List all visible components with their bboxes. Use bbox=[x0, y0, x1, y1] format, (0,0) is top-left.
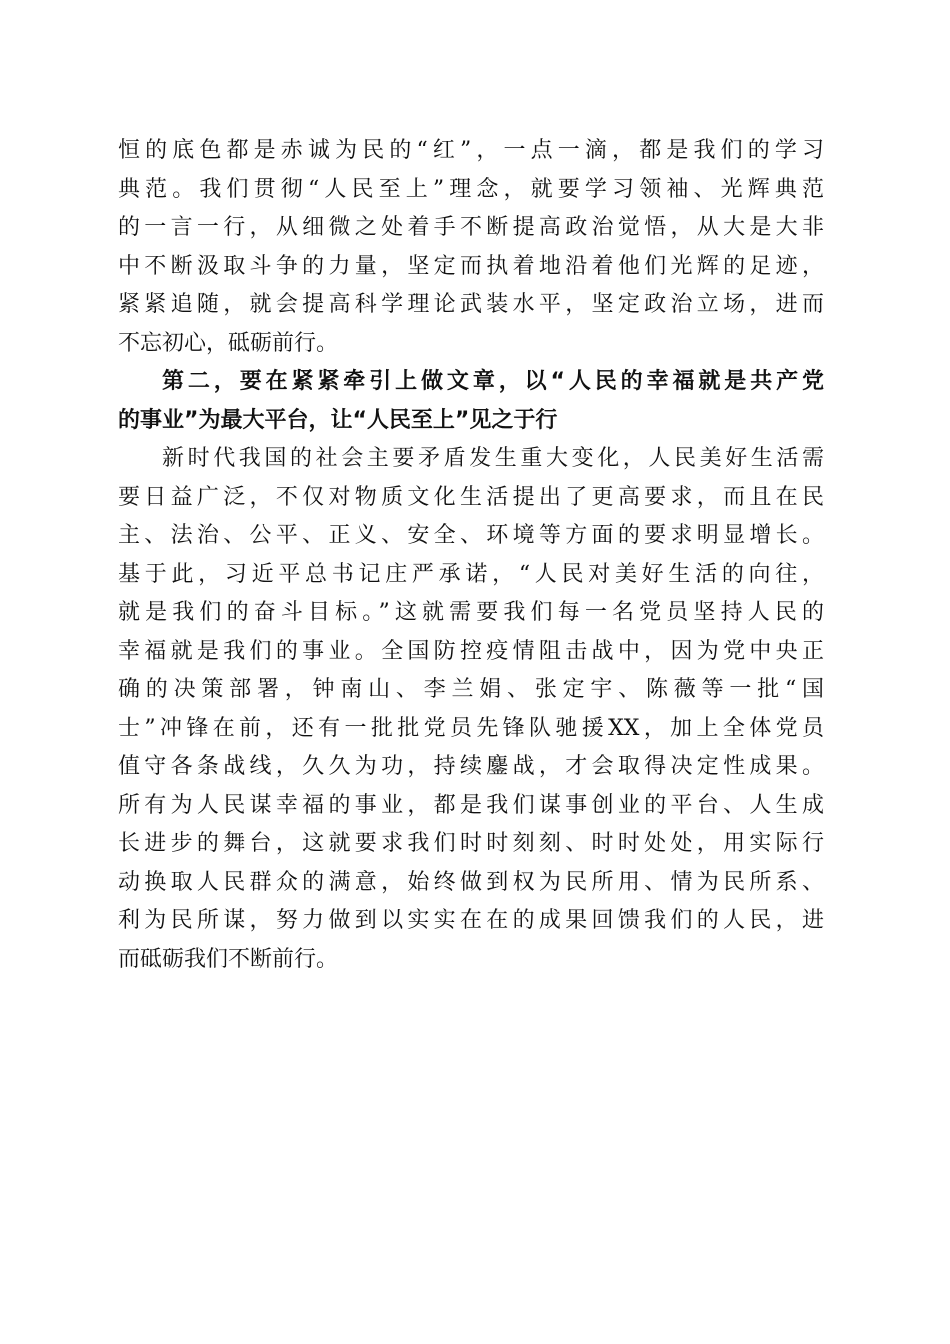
text-line: 幸福就是我们的事业。全国防控疫情阻击战中，因为党中央正 bbox=[118, 638, 824, 664]
text-line: 中不断汲取斗争的力量，坚定而执着地沿着他们光辉的足迹， bbox=[118, 253, 824, 279]
text-line: 长进步的舞台，这就要求我们时时刻刻、时时处处，用实际行 bbox=[118, 831, 824, 856]
text-line: 所有为人民谋幸福的事业，都是我们谋事创业的平台、人生成 bbox=[118, 792, 824, 818]
text-line: 值守各条战线，久久为功，持续鏖战，才会取得决定性成果。 bbox=[118, 754, 824, 779]
text-line: 主、法治、公平、正义、安全、环境等方面的要求明显增长。 bbox=[118, 523, 824, 548]
text-line: 而砥砺我们不断前行。 bbox=[118, 946, 339, 972]
text-line: 的一言一行，从细微之处着手不断提高政治觉悟，从大是大非 bbox=[118, 215, 824, 240]
text-line: 不忘初心，砥砺前行。 bbox=[118, 330, 339, 356]
body-paragraph-1 bbox=[118, 132, 824, 363]
text-line: 典范。我们贯彻“人民至上”理念，就要学习领袖、光辉典范 bbox=[118, 176, 824, 202]
text-line: 紧紧追随，就会提高科学理论武装水平，坚定政治立场，进而 bbox=[118, 292, 824, 317]
heading-line: 的事业”为最大平台，让“人民至上”见之于行 bbox=[118, 407, 558, 433]
text-line: 基于此，习近平总书记庄严承诺，“人民对美好生活的向往， bbox=[118, 561, 824, 587]
text-line: 恒的底色都是赤诚为民的“红”，一点一滴，都是我们的学习 bbox=[118, 138, 824, 163]
section-heading bbox=[118, 363, 824, 440]
body-paragraph-2 bbox=[118, 440, 824, 979]
text-line: 确的决策部署，钟南山、李兰娟、张定宇、陈薇等一批“国 bbox=[118, 677, 824, 702]
text-line: 动换取人民群众的满意，始终做到权为民所用、情为民所系、 bbox=[118, 869, 824, 895]
text-line: 士”冲锋在前，还有一批批党员先锋队驰援XX，加上全体党员 bbox=[118, 715, 824, 741]
text-line: 要日益广泛，不仅对物质文化生活提出了更高要求，而且在民 bbox=[118, 484, 824, 510]
text-line: 就是我们的奋斗目标。”这就需要我们每一名党员坚持人民的 bbox=[118, 600, 824, 625]
text-line: 新时代我国的社会主要矛盾发生重大变化，人民美好生活需 bbox=[162, 446, 824, 471]
document-page bbox=[118, 132, 824, 979]
text-line: 利为民所谋，努力做到以实实在在的成果回馈我们的人民，进 bbox=[118, 908, 824, 933]
heading-line: 第二，要在紧紧牵引上做文章，以“人民的幸福就是共产党 bbox=[162, 369, 824, 394]
